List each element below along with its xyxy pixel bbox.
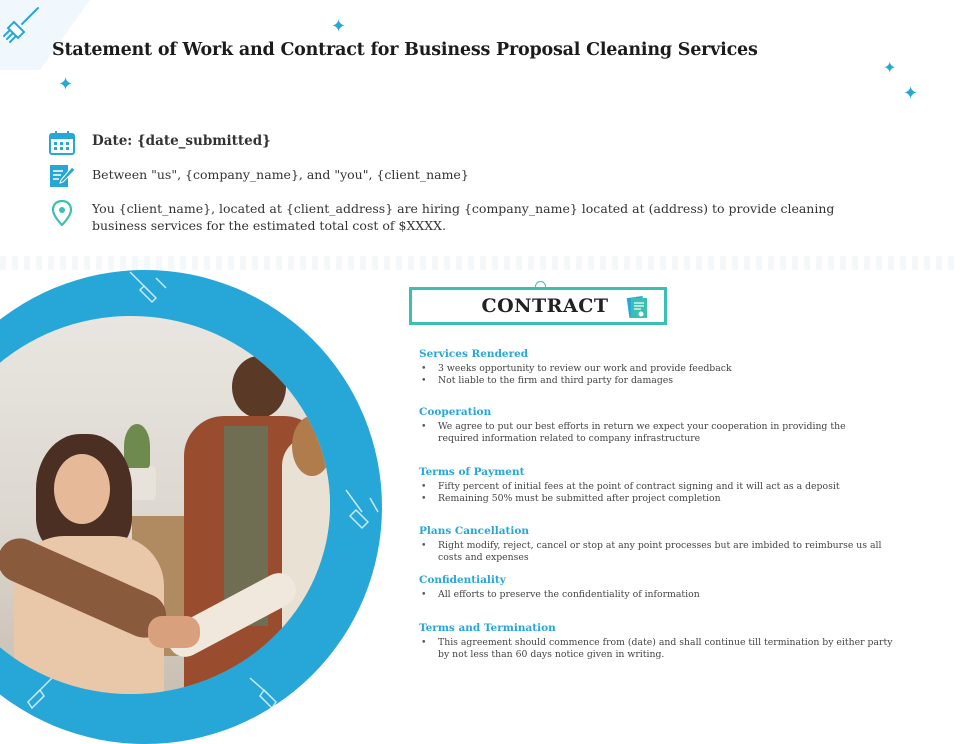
section-heading: Terms and Termination [419, 622, 556, 634]
list-item: • Fifty percent of initial fees at the point of contract signing and it will act as a deposit [419, 481, 919, 493]
list-item: • 3 weeks opportunity to review our work and provide feedback [419, 363, 919, 375]
info-date [48, 130, 271, 156]
location-pin-icon [48, 200, 76, 226]
handshake-photo [0, 316, 330, 694]
section-terms-of-payment [419, 466, 919, 504]
list-item: • This agreement should commence from (date) and shall continue till termination by either party by not less than 60 days notice given in writing. [419, 637, 898, 660]
sparkle-icon: ✦ [331, 16, 347, 37]
hiring-text: You {client_name}, located at {client_address} are hiring {company_name} located at (address) to provide cleaning business services for the estimated total cost of $XXXX. [92, 201, 835, 233]
section-heading: Terms of Payment [419, 466, 525, 478]
section-cooperation [419, 406, 919, 444]
list-item: • Remaining 50% must be submitted after project completion [419, 493, 919, 505]
calendar-icon [48, 130, 76, 156]
list-item: • We agree to put our best efforts in return we expect your cooperation in providing the required information related to company infrastructure [419, 421, 878, 444]
section-heading: Confidentiality [419, 574, 506, 586]
section-divider [0, 256, 960, 270]
section-plans-cancellation [419, 525, 919, 563]
section-heading: Services Rendered [419, 348, 529, 360]
section-terms-and-termination [419, 622, 919, 660]
list-item: • All efforts to preserve the confidentiality of information [419, 589, 919, 601]
edit-document-icon [48, 163, 76, 189]
broom-icon [126, 270, 170, 306]
contract-heading-box [409, 287, 667, 325]
list-item: • Right modify, reject, cancel or stop at any point processes but are imbided to reimburse us all costs and expenses [419, 540, 908, 563]
info-hiring [48, 200, 882, 234]
list-item: • Not liable to the firm and third party for damages [419, 375, 919, 387]
contract-document-icon [624, 294, 650, 320]
sparkle-icon: ✦ [58, 74, 74, 95]
between-text: Between "us", {company_name}, and "you", {client_name} [92, 167, 469, 182]
section-services-rendered [419, 348, 919, 386]
page-title: Statement of Work and Contract for Business Proposal Cleaning Services [52, 40, 758, 60]
section-heading: Plans Cancellation [419, 525, 530, 537]
date-text: Date: {date_submitted} [92, 133, 271, 149]
broom-icon [340, 488, 382, 536]
info-between [48, 163, 469, 189]
sparkle-icon: ✦ [903, 83, 919, 104]
section-confidentiality [419, 574, 919, 601]
sparkle-icon: ✦ [883, 58, 897, 77]
contract-heading: CONTRACT [481, 295, 609, 317]
section-heading: Cooperation [419, 406, 492, 418]
